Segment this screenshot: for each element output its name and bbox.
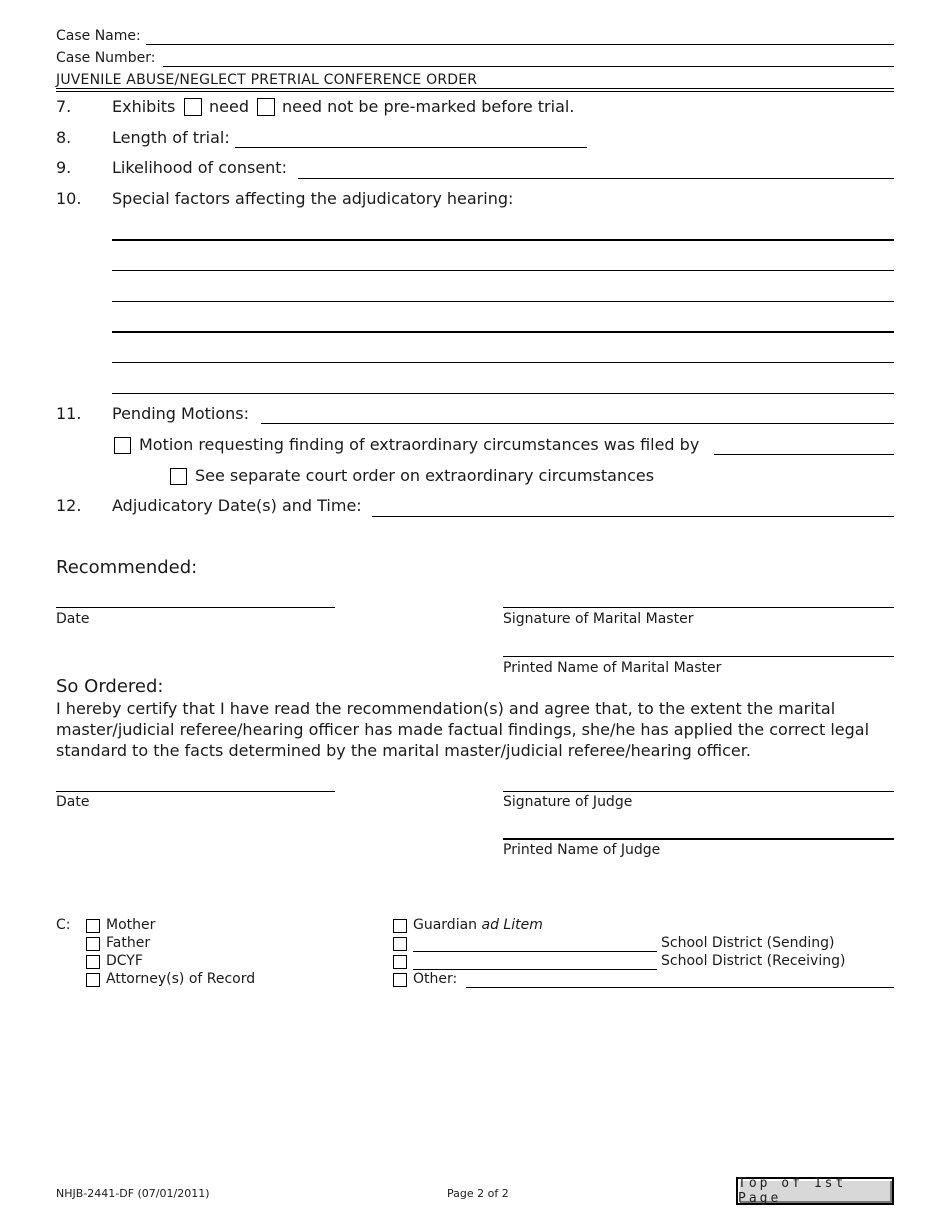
form-number: NHJB-2441-DF (07/01/2011) [56,1187,210,1200]
item7-label: Exhibits [112,97,176,116]
extraordinary-motion-checkbox[interactable] [114,437,131,454]
recommended-date-line[interactable] [56,607,335,608]
item10-label: Special factors affecting the adjudicatory hearing: [112,189,514,208]
guardian-ad-litem-italic: ad Litem [481,917,543,933]
case-number-label: Case Number: [56,50,156,66]
school-receiving-label: School District (Receiving) [661,953,846,969]
judge-signature-label: Signature of Judge [503,794,633,810]
judge-printed-name-line[interactable] [503,838,894,840]
adjudicatory-date-field[interactable] [372,516,894,517]
header-rule-top [56,88,894,89]
case-name-label: Case Name: [56,28,141,44]
special-factors-line-5[interactable] [112,362,894,363]
certification-line-2: master/judicial referee/hearing officer has made factual findings, she/he has applied the correct legal [56,720,870,739]
recommended-heading: Recommended: [56,557,198,578]
school-receiving-name-field[interactable] [413,969,657,970]
copy-other-label: Other: [413,971,458,987]
form-title: JUVENILE ABUSE/NEGLECT PRETRIAL CONFERENCE ORDER [56,72,478,88]
copy-attorneys-checkbox[interactable] [86,973,100,987]
exhibits-need-label: need [209,97,249,116]
item12-number: 12. [56,496,82,515]
length-of-trial-field[interactable] [235,147,587,148]
case-number-field[interactable] [163,66,894,67]
pending-motions-field[interactable] [261,423,894,424]
item9-label: Likelihood of consent: [112,158,287,177]
copy-dcyf-checkbox[interactable] [86,955,100,969]
item7-number: 7. [56,97,72,116]
item12-label: Adjudicatory Date(s) and Time: [112,496,362,515]
copy-other-field[interactable] [466,987,894,988]
copy-dcyf-label: DCYF [106,953,143,969]
copy-school-receiving-checkbox[interactable] [393,955,407,969]
special-factors-line-3[interactable] [112,301,894,302]
copy-mother-checkbox[interactable] [86,919,100,933]
judge-signature-line[interactable] [503,791,894,792]
master-signature-line[interactable] [503,607,894,608]
judge-date-label: Date [56,794,90,810]
top-of-first-page-button[interactable]: Top of 1st Page [736,1177,894,1205]
exhibits-need-not-label: need not be pre-marked before trial. [282,97,575,116]
copy-father-checkbox[interactable] [86,937,100,951]
master-printed-name-line[interactable] [503,656,894,657]
master-printed-name-label: Printed Name of Marital Master [503,660,722,676]
item8-number: 8. [56,128,72,147]
so-ordered-heading: So Ordered: [56,676,164,697]
special-factors-line-2[interactable] [112,270,894,271]
recommended-date-label: Date [56,611,90,627]
judge-date-line[interactable] [56,791,335,792]
copy-school-sending-checkbox[interactable] [393,937,407,951]
item8-label: Length of trial: [112,128,230,147]
special-factors-line-4[interactable] [112,331,894,333]
exhibits-need-not-checkbox[interactable] [257,98,275,116]
copy-attorneys-label: Attorney(s) of Record [106,971,256,987]
separate-order-checkbox[interactable] [170,468,187,485]
certification-line-1: I hereby certify that I have read the recommendation(s) and agree that, to the extent the marital [56,699,836,718]
case-name-field[interactable] [146,44,894,45]
separate-order-label: See separate court order on extraordinary circumstances [195,466,655,485]
item9-number: 9. [56,158,72,177]
judge-printed-name-label: Printed Name of Judge [503,842,661,858]
exhibits-need-checkbox[interactable] [184,98,202,116]
copy-other-checkbox[interactable] [393,973,407,987]
likelihood-of-consent-field[interactable] [298,178,894,179]
copy-father-label: Father [106,935,151,951]
master-signature-label: Signature of Marital Master [503,611,694,627]
item11-number: 11. [56,404,82,423]
item10-number: 10. [56,189,82,208]
special-factors-line-6[interactable] [112,393,894,394]
header-rule-bottom [56,91,894,92]
school-sending-name-field[interactable] [413,951,657,952]
item11-label: Pending Motions: [112,404,250,423]
copy-guardian-label: Guardian ad Litem [413,917,543,933]
copy-guardian-checkbox[interactable] [393,919,407,933]
school-sending-label: School District (Sending) [661,935,835,951]
page-number: Page 2 of 2 [447,1187,509,1200]
certification-text [56,698,896,761]
extraordinary-motion-label: Motion requesting finding of extraordinary circumstances was filed by [139,435,700,454]
motion-filed-by-field[interactable] [714,454,894,455]
copies-prefix: C: [56,917,71,933]
copy-mother-label: Mother [106,917,156,933]
special-factors-line-1[interactable] [112,239,894,241]
certification-line-3: standard to the facts determined by the marital master/judicial referee/hearing officer. [56,741,751,760]
